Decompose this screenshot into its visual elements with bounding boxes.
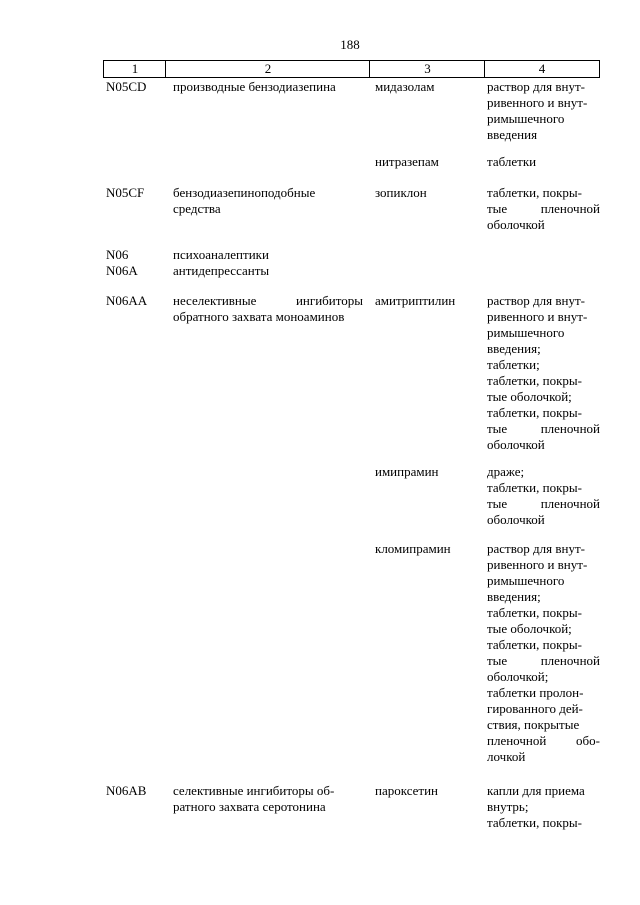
atc-code: N06AA [106,293,148,308]
group-name: производные бензодиазепина [173,79,336,94]
page-number: 188 [340,37,360,52]
drug-name: мидазолам [375,79,435,94]
dosage-form [487,79,600,143]
form-line: тые пленочной [487,201,600,216]
dosage-form: капли для приема внутрь; таблетки, покры- [487,783,585,830]
group-name: бензодиазепиноподобные средства [173,185,316,216]
drug-name: нитразепам [375,154,439,169]
group-name: психоаналептики антидепрессанты [173,247,270,278]
dosage-form: драже; таблетки, покры- тые пленочной оболочкой [487,464,600,527]
header-col-1: 1 [103,61,166,77]
form-line: раствор для внут- [487,79,585,94]
group-name: селективные ингибиторы об- ратного захвата серотонина [173,783,335,814]
atc-code: N06 N06A [106,247,138,278]
atc-code: N05CD [106,79,147,94]
form-line: ривенного и внут- [487,95,588,110]
drug-name: имипрамин [375,464,439,479]
dosage-form: раствор для внут- ривенного и внут- римышечного введения; таблетки; таблетки, покры- тые оболочкой; таблетки, покры- тые пленочной оболочкой [487,293,600,452]
form-line: таблетки, покры- [487,185,582,200]
dosage-form [487,185,600,233]
group-name: неселективные ингибиторы обратного захвата моноаминов [173,293,363,324]
drug-name: амитриптилин [375,293,456,308]
table-header [103,60,600,78]
drug-name: кломипрамин [375,541,451,556]
header-col-3: 3 [369,61,485,77]
form-line: римышечного [487,111,565,126]
form-line: введения [487,127,538,142]
header-col-4: 4 [484,61,600,77]
atc-code: N05CF [106,185,145,200]
drug-name: зопиклон [375,185,427,200]
drug-name: пароксетин [375,783,439,798]
dosage-form [487,154,600,170]
form-line: таблетки [487,154,537,169]
dosage-form: раствор для внут- ривенного и внут- римышечного введения; таблетки, покры- тые оболочкой; таблетки, покры- тые пленочной оболочкой; таблетки пролон- гированного дей- ствия, покрытые пленочной обо- лочкой [487,541,600,764]
atc-code: N06AB [106,783,147,798]
header-col-2: 2 [165,61,370,77]
form-line: оболочкой [487,217,545,232]
